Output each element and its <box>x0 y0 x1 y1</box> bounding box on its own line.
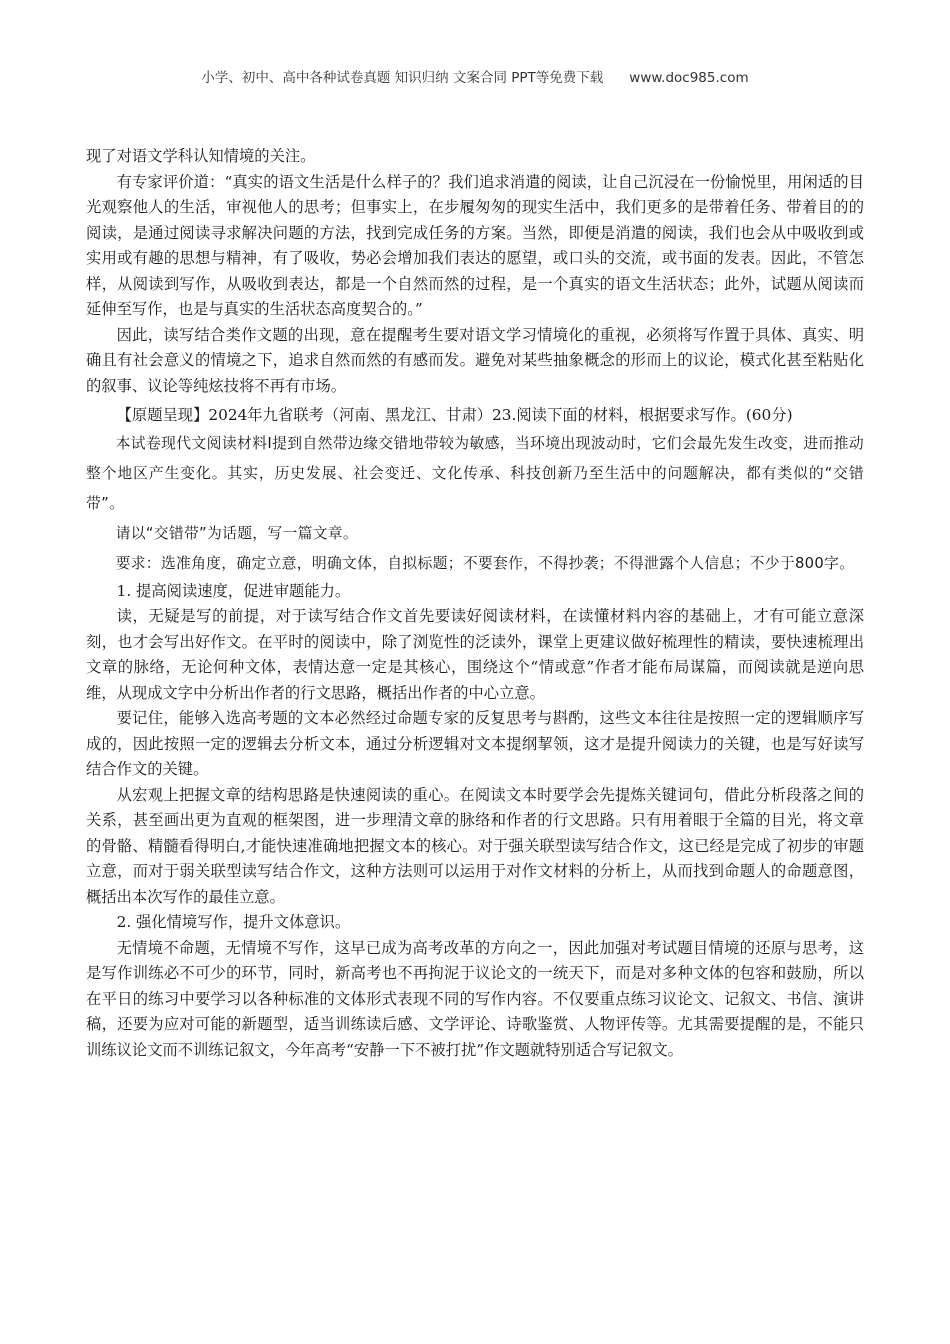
writing-prompt: 请以“交错带”为话题，写一篇文章。 <box>115 524 358 542</box>
paragraph: 现了对语文学科认知情境的关注。 <box>86 147 316 165</box>
section-heading: 2. 强化情境写作，提升文体意识。 <box>116 913 351 931</box>
header-text: 小学、初中、高中各种试卷真题 知识归纳 文案合同 PPT等免费下载 <box>201 70 604 86</box>
material-text: 本试卷现代文阅读材料Ⅰ提到自然带边缘交错地带较为敏感，当环境出现波动时，它们会最先发生改变，进而推动整个地区产生变化。其实，历史发展、社会变迁、文化传承、科技创新乃至生活中的问题解决，都有类似的“交错带”。 <box>86 434 864 512</box>
section-heading: 1. 提高阅读速度，促进审题能力。 <box>116 581 351 600</box>
writing-requirements: 要求：选准角度，确定立意，明确文体，自拟标题；不要套作，不得抄袭；不得泄露个人信息；不少于800字。 <box>115 554 855 572</box>
page-header <box>0 66 950 86</box>
paragraph: 因此，读写结合类作文题的出现，意在提醒考生要对语文学习情境化的重视，必须将写作置于具体、真实、明确且有社会意义的情境之下，追求自然而然的有感而发。避免对某些抽象概念的形而上的议论，模式化甚至粘贴化的叙事、议论等纯炫技将不再有市场。 <box>86 325 864 395</box>
question-intro: 【原题呈现】2024年九省联考（河南、黑龙江、甘肃）23.阅读下面的材料，根据要求写作。(60分) <box>116 406 793 424</box>
paragraph: 有专家评价道：“真实的语文生活是什么样子的？我们追求消遣的阅读，让自己沉浸在一份愉悦里，用闲适的目光观察他人的生活，审视他人的思考；但事实上，在步履匆匆的现实生活中，我们更多的是带着任务、带着目的的阅读，是通过阅读寻求解决问题的方法，找到完成任务的方案。当然，即便是消遣的阅读，我们也会从中吸收到或实用或有趣的思想与精神，有了吸收，势必会增加我们表达的愿望，或口头的交流，或书面的发表。因此，不管怎样，从阅读到写作，从吸收到表达，都是一个自然而然的过程，是一个真实的语文生活状态；此外，试题从阅读而延伸至写作，也是与真实的生活状态高度契合的。” <box>86 172 864 318</box>
paragraph: 读，无疑是写的前提，对于读写结合作文首先要读好阅读材料，在读懂材料内容的基础上，才有可能立意深刻，也才会写出好作文。在平时的阅读中，除了浏览性的泛读外，课堂上更建议做好梳理性的精读，要快速梳理出文章的脉络，无论何种文体，表情达意一定是其核心，围绕这个“情或意”作者才能布局谋篇，而阅读就是逆向思维，从现成文字中分析出作者的行文思路，概括出作者的中心立意。 <box>86 607 864 702</box>
paragraph: 无情境不命题，无情境不写作，这早已成为高考改革的方向之一，因此加强对考试题目情境的还原与思考，这是写作训练必不可少的环节，同时，新高考也不再拘泥于议论文的一统天下，而是对多种文体的包容和鼓励，所以在平日的练习中要学习以各种标准的文体形式表现不同的写作内容。不仅要重点练习议论文、记叙文、书信、演讲稿，还要为应对可能的新题型，适当训练读后感、文学评论、诗歌鉴赏、人物评传等。尤其需要提醒的是，不能只训练议论文而不训练记叙文，今年高考“安静一下不被打扰”作文题就特别适合写记叙文。 <box>86 938 864 1059</box>
header-site: www.doc985.com <box>629 70 749 86</box>
paragraph: 要记住，能够入选高考题的文本必然经过命题专家的反复思考与斟酌，这些文本往往是按照一定的逻辑顺序写成的，因此按照一定的逻辑去分析文本，通过分析逻辑对文本提纲挈领，这才是提升阅读力的关键，也是写好读写结合作文的关键。 <box>86 709 864 778</box>
document-body <box>86 144 864 1063</box>
paragraph: 从宏观上把握文章的结构思路是快速阅读的重心。在阅读文本时要学会先提炼关键词句，借此分析段落之间的关系，甚至画出更为直观的框架图，进一步理清文章的脉络和作者的行文思路。只有用着眼于全篇的目光，将文章的骨骼、精髓看得明白,才能快速准确地把握文本的核心。对于强关联型读写结合作文，这已经是完成了初步的审题立意，而对于弱关联型读写结合作文，这种方法则可以运用于对作文材料的分析上，从而找到命题人的命题意图，概括出本次写作的最佳立意。 <box>86 785 864 906</box>
